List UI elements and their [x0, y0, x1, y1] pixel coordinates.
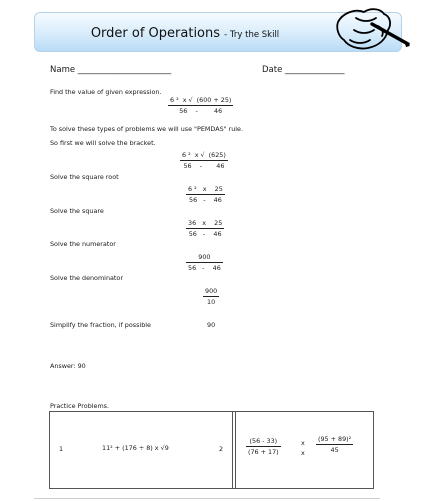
fraction-denominator: 10 — [207, 298, 216, 307]
fraction-bar — [168, 105, 233, 106]
fraction-denominator: 45 — [330, 446, 339, 455]
fraction-bar — [186, 262, 223, 263]
problem-2-right-fraction — [316, 436, 353, 454]
practice-title: Practice Problems. — [50, 402, 110, 410]
problem-1-expression: 11² + (176 ÷ 8) x √9 — [102, 444, 169, 452]
numerator-label: Solve the numerator — [50, 240, 116, 248]
instruction-text: Find the value of given expression. — [50, 88, 162, 96]
problem-2-operator-bottom: x — [301, 449, 305, 457]
fraction-numerator: 6 ² x √ (625) — [182, 151, 226, 159]
fraction-denominator: 56 - 46 — [179, 107, 223, 116]
step5-fraction — [203, 288, 219, 306]
practice-table — [49, 411, 374, 489]
fraction-denominator: 56 - 46 — [188, 264, 221, 273]
step2-fraction — [186, 186, 225, 204]
step4-fraction — [186, 254, 223, 272]
fraction-denominator: 56 - 46 — [188, 230, 222, 239]
problem-2-operator-top: x — [301, 439, 305, 447]
simplify-value: 90 — [207, 321, 216, 329]
fraction-numerator: 6 ² x √ (600 + 25) — [170, 96, 232, 104]
title-text: Order of Operations — [90, 26, 221, 41]
fraction-bar — [186, 228, 224, 229]
cell-divider — [232, 412, 236, 488]
fraction-denominator: (76 + 17) — [248, 448, 279, 457]
fraction-denominator: 56 - 46 — [183, 162, 225, 171]
problem-1-number: 1 — [59, 445, 64, 453]
fraction-bar — [180, 160, 228, 161]
step1-fraction — [180, 152, 228, 170]
name-field-label: Name ______________________ — [50, 65, 172, 75]
bracket-text: So first we will solve the bracket. — [50, 139, 156, 147]
fraction-bar — [203, 296, 219, 297]
answer-text: Answer: 90 — [50, 362, 86, 370]
problem-2-left-fraction — [246, 438, 281, 456]
fraction-bar — [316, 444, 353, 445]
simplify-label: Simplify the fraction, if possible — [50, 321, 151, 329]
page-title — [35, 26, 335, 41]
title-subtitle: - Try the Skill — [224, 30, 280, 40]
square-label: Solve the square — [50, 207, 104, 215]
fraction-numerator: 900 — [205, 287, 218, 295]
denominator-label: Solve the denominator — [50, 274, 123, 282]
fraction-numerator: 36 x 25 — [188, 219, 223, 227]
fraction-numerator: (56 - 33) — [249, 437, 278, 445]
problem-2-number: 2 — [219, 445, 224, 453]
fraction-numerator: (95 + 89)² — [318, 435, 352, 443]
fraction-bar — [186, 194, 225, 195]
pemdas-text: To solve these types of problems we will use "PEMDAS" rule. — [50, 125, 244, 133]
fraction-numerator: 6 ² x 25 — [188, 185, 223, 193]
date-field-label: Date ______________ — [262, 65, 345, 75]
fraction-numerator: 900 — [198, 253, 211, 261]
writing-hand-icon — [326, 0, 410, 56]
expression-fraction — [168, 97, 233, 115]
step3-fraction — [186, 220, 224, 238]
footer-divider — [34, 498, 380, 499]
fraction-bar — [246, 446, 281, 447]
fraction-denominator: 56 - 46 — [189, 196, 222, 205]
square-root-label: Solve the square root — [50, 173, 119, 181]
